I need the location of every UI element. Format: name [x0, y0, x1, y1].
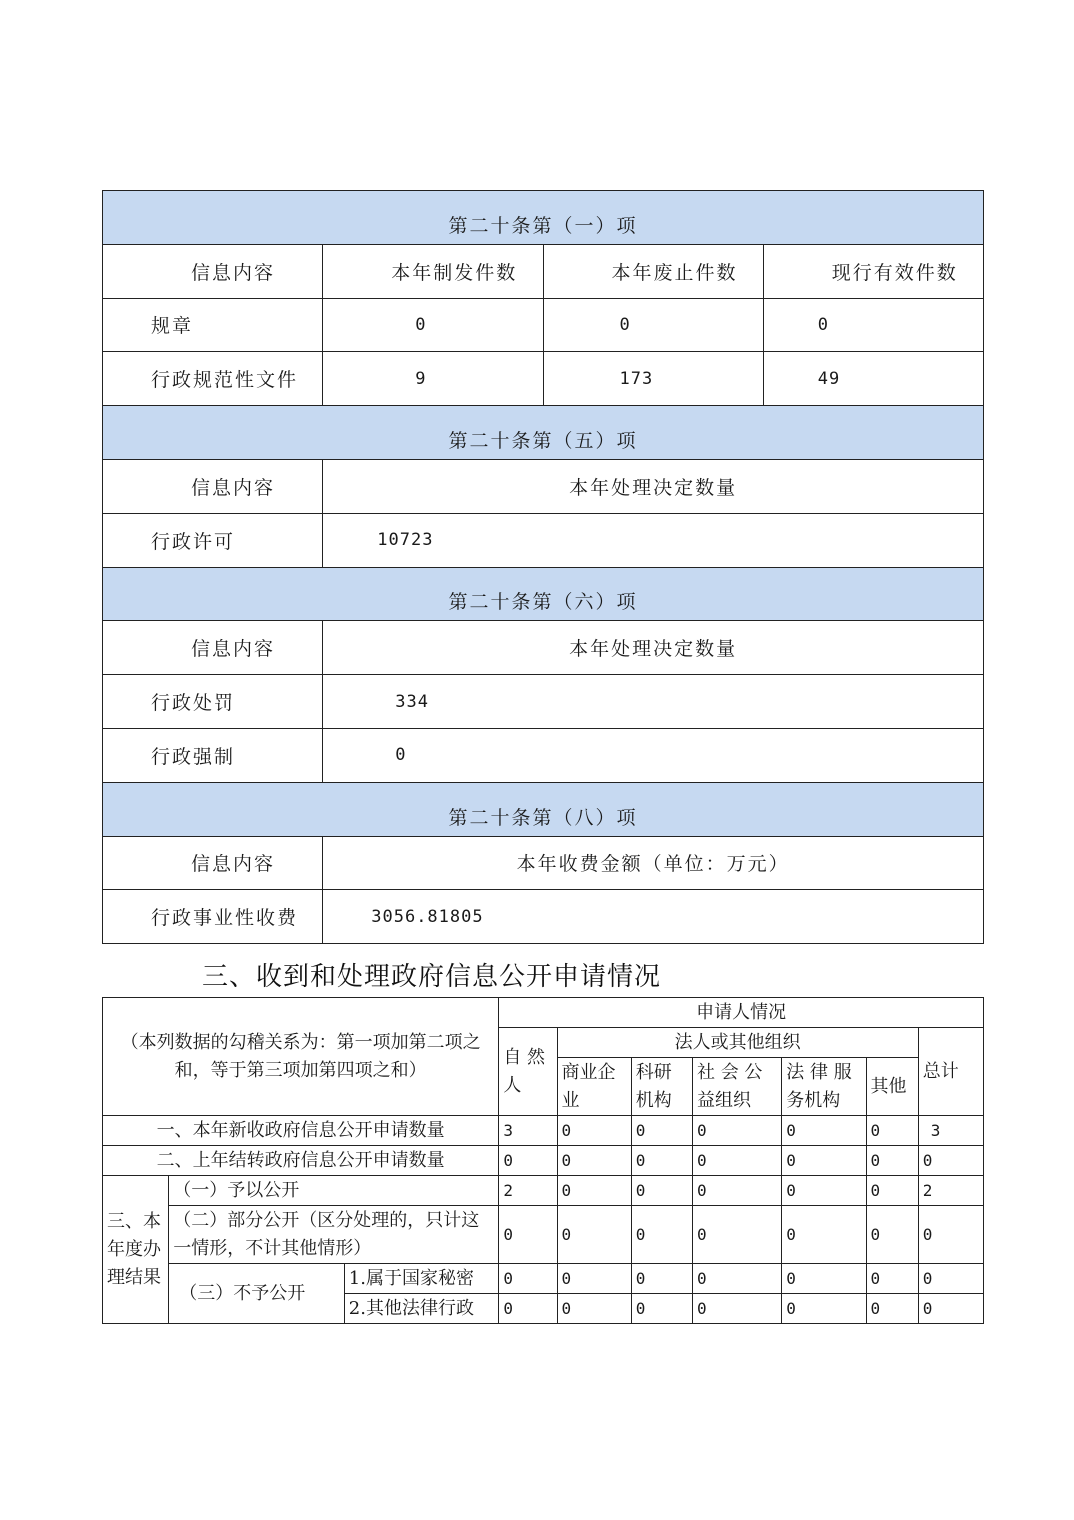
column-header: 本年处理决定数量 — [323, 621, 984, 675]
cell-value: 0 — [782, 1206, 866, 1264]
column-header: 现行有效件数 — [763, 244, 983, 298]
cell-value: 0 — [918, 1146, 983, 1176]
cell-value: 0 — [782, 1264, 866, 1294]
cell-value: 0 — [763, 298, 983, 352]
cell-value: 0 — [692, 1176, 781, 1206]
note-cell: （本列数据的勾稽关系为：第一项加第二项之和，等于第三项加第四项之和） — [103, 998, 499, 1116]
table-row — [103, 728, 984, 782]
column-header: 信息内容 — [103, 459, 323, 513]
row-label: 2.其他法律行政 — [344, 1294, 499, 1324]
cell-value: 0 — [499, 1206, 557, 1264]
cell-value: 0 — [631, 1176, 692, 1206]
column-header: 本年处理决定数量 — [323, 459, 984, 513]
cell-value: 0 — [499, 1294, 557, 1324]
row-label: 一、本年新收政府信息公开申请数量 — [103, 1116, 499, 1146]
header-row — [103, 998, 984, 1028]
cell-value: 3 — [499, 1116, 557, 1146]
row-label: 行政事业性收费 — [103, 890, 323, 944]
column-header: 科研机构 — [631, 1058, 692, 1116]
column-header: 法 律 服 务机构 — [782, 1058, 866, 1116]
table-row — [103, 1146, 984, 1176]
column-header: 信息内容 — [103, 621, 323, 675]
column-header: 信息内容 — [103, 836, 323, 890]
cell-value: 0 — [499, 1146, 557, 1176]
cell-value: 0 — [631, 1294, 692, 1324]
section-heading-row — [103, 406, 984, 460]
table-row — [103, 675, 984, 729]
table-row — [103, 1116, 984, 1146]
cell-value: 10723 — [323, 513, 984, 567]
cell-value: 0 — [782, 1176, 866, 1206]
cell-value: 0 — [866, 1146, 918, 1176]
cell-value: 0 — [866, 1206, 918, 1264]
cell-value: 0 — [543, 298, 763, 352]
table-row — [103, 1264, 984, 1294]
cell-value: 0 — [782, 1116, 866, 1146]
cell-value: 0 — [692, 1264, 781, 1294]
regulation-table — [102, 190, 984, 944]
cell-value: 2 — [499, 1176, 557, 1206]
column-header: 信息内容 — [103, 244, 323, 298]
section-heading-row — [103, 567, 984, 621]
table-row — [103, 298, 984, 352]
row-label: 规章 — [103, 298, 323, 352]
column-header: 本年废止件数 — [543, 244, 763, 298]
section-heading: 第二十条第（五）项 — [103, 406, 984, 460]
cell-value: 0 — [631, 1264, 692, 1294]
cell-value: 0 — [866, 1176, 918, 1206]
table-row — [103, 1176, 984, 1206]
section-heading-row — [103, 191, 984, 245]
row-label: 行政许可 — [103, 513, 323, 567]
cell-value: 0 — [323, 298, 543, 352]
column-header-row — [103, 621, 984, 675]
row-label: 行政处罚 — [103, 675, 323, 729]
cell-value: 49 — [763, 352, 983, 406]
table-row — [103, 513, 984, 567]
cell-value: 2 — [918, 1176, 983, 1206]
cell-value: 0 — [631, 1116, 692, 1146]
cell-value: 334 — [323, 675, 984, 729]
section-title: 三、收到和处理政府信息公开申请情况 — [202, 962, 662, 992]
cell-value: 9 — [323, 352, 543, 406]
column-header: 其他 — [866, 1058, 918, 1116]
cell-value: 0 — [557, 1206, 631, 1264]
cell-value: 0 — [782, 1294, 866, 1324]
cell-value: 0 — [631, 1146, 692, 1176]
column-header: 商业企业 — [557, 1058, 631, 1116]
cell-value: 0 — [557, 1146, 631, 1176]
row-label: 二、上年结转政府信息公开申请数量 — [103, 1146, 499, 1176]
cell-value: 0 — [499, 1264, 557, 1294]
total-header: 总计 — [918, 1028, 983, 1116]
application-table — [102, 997, 984, 1324]
row-label: （二）部分公开（区分处理的，只计这一情形，不计其他情形） — [169, 1206, 499, 1264]
section-heading: 第二十条第（六）项 — [103, 567, 984, 621]
cell-value: 3056.81805 — [323, 890, 984, 944]
section-heading: 第二十条第（一）项 — [103, 191, 984, 245]
cell-value: 0 — [323, 728, 984, 782]
cell-value: 0 — [692, 1206, 781, 1264]
column-header-row — [103, 459, 984, 513]
section-heading-row — [103, 782, 984, 836]
table-row — [103, 352, 984, 406]
column-header-row — [103, 244, 984, 298]
row-label: 行政规范性文件 — [103, 352, 323, 406]
cell-value: 0 — [866, 1264, 918, 1294]
cell-value: 0 — [557, 1116, 631, 1146]
cell-value: 0 — [918, 1264, 983, 1294]
cell-value: 0 — [782, 1146, 866, 1176]
row-label: 行政强制 — [103, 728, 323, 782]
applicant-header: 申请人情况 — [499, 998, 984, 1028]
cell-value: 0 — [918, 1294, 983, 1324]
column-header: 本年收费金额（单位：万元） — [323, 836, 984, 890]
cell-value: 0 — [866, 1294, 918, 1324]
column-header: 社 会 公 益组织 — [692, 1058, 781, 1116]
cell-value: 0 — [631, 1206, 692, 1264]
cell-value: 3 — [918, 1116, 983, 1146]
table-row — [103, 890, 984, 944]
cell-value: 0 — [557, 1176, 631, 1206]
row-group-label: （三）不予公开 — [169, 1264, 345, 1324]
row-label: （一）予以公开 — [169, 1176, 499, 1206]
cell-value: 0 — [918, 1206, 983, 1264]
result-group-label: 三、本年度办理结果 — [103, 1176, 169, 1324]
cell-value: 0 — [557, 1264, 631, 1294]
legal-header: 法人或其他组织 — [557, 1028, 918, 1058]
cell-value: 0 — [557, 1294, 631, 1324]
row-label: 1.属于国家秘密 — [344, 1264, 499, 1294]
cell-value: 0 — [866, 1116, 918, 1146]
cell-value: 173 — [543, 352, 763, 406]
natural-person-header: 自 然 人 — [499, 1028, 557, 1116]
column-header-row — [103, 836, 984, 890]
cell-value: 0 — [692, 1146, 781, 1176]
table-row — [103, 1206, 984, 1264]
section-heading: 第二十条第（八）项 — [103, 782, 984, 836]
cell-value: 0 — [692, 1294, 781, 1324]
column-header: 本年制发件数 — [323, 244, 543, 298]
cell-value: 0 — [692, 1116, 781, 1146]
